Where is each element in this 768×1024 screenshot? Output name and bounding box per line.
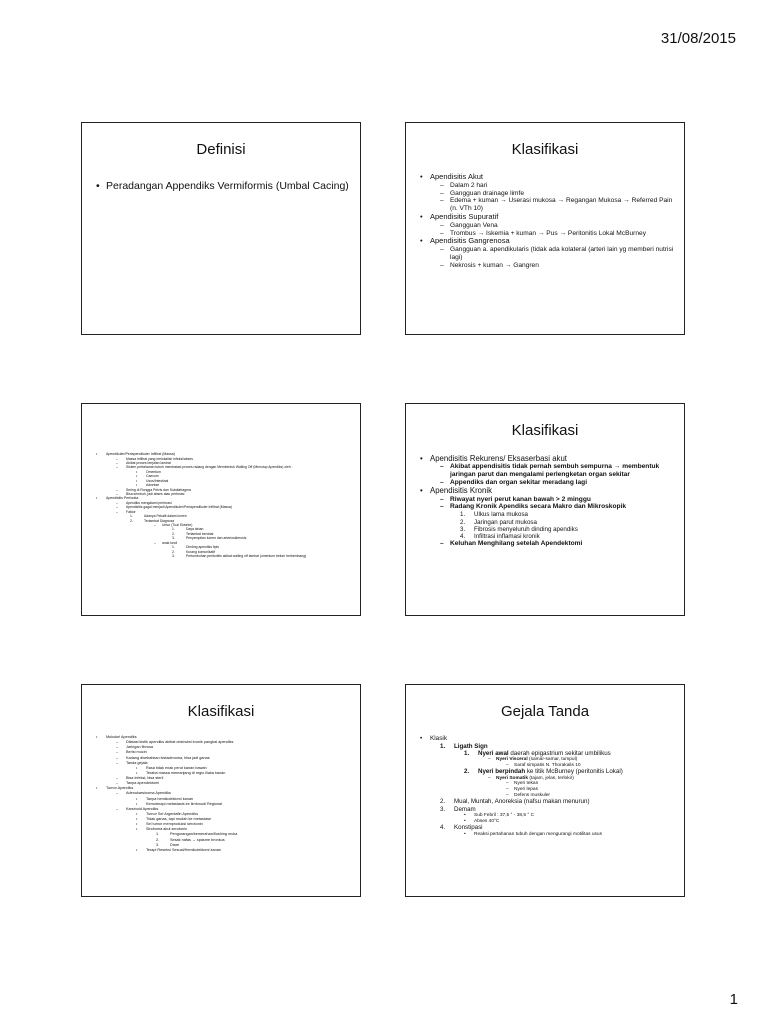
sub-item: – Nyeri Somatik (tajam, jelas, terlokir) – Nyeri tekan – Nyeri lepas – Defens muskuler [488,776,676,799]
sub-bullet: – Tanda gejala • Rasa tidak enak perut kanan bawah • Teraba massa memanjang di regio iliaka kanan [116,761,352,776]
sub-bullet: – Kadang disebabkan kistadenoma, bisa jadi ganas [116,756,352,761]
page-number: 1 [729,991,738,1008]
sub-item: • Reaksi pertahanan tubuh dengan mengurangi motilitas usus [464,832,676,838]
sub-sub-bullet: • Tanpa hemikolektomi kanan [136,797,352,802]
numbered-item: 2. Nyeri berpindah ke titik McBurney (peritonitis Lokal) – Nyeri Somatik (tajam, jelas, terlokir) – Nyeri tekan – Nyeri lepas – Defens muskuler [464,768,676,798]
sub-bullet: – Karsinoid Apendiks • Tumor Sel Argentafin Apendiks • Tidak ganas, tapi mudah ke metastase • Sel tumor memproduksi serotonin • Sindroma akut serotonin 1. Pengurangan/kemerahan/flushing muka 2. Sesak nafas → spasme bronkus 3. Diare • Terapi Reseksi Sesuai/Hemikolektomi kanan [116,807,352,853]
sub-sub-bullet: • Adnekse [136,483,352,487]
sub-bullet: – Sering di Rongga Pelvis dan Subdiafragma [116,488,352,492]
slide-title: Definisi [196,141,246,158]
sub-bullet: – Trombus → Iskemia + kuman → Pus → Peritonitis Lokal McBurney [440,230,676,238]
sub-bullet: – Nekrosis + kuman → Gangren [440,262,676,270]
sub-bullet: – Jaringan fibrosa [116,745,352,750]
sub-bullet: – Bisa sembuh, jadi abses atau perforasi [116,492,352,496]
numbered-item: 2. Jaringan parut mukosa [460,518,537,526]
slide-title: Gejala Tanda [500,703,590,720]
numbered-item: 1. Dinding apendiks tipis [172,545,219,550]
slide-definisi [81,122,361,335]
slide-infiltrat-perforata [81,403,361,616]
bullet: • Apendisitis Gangrenosa – Gangguan a. apendikularis (tidak ada kolateral (arteri lain yg memberi nutrisi lagi) – Nekrosis + kuman → Gangren [420,237,676,269]
sub-sub-bullet: • Kemoterapi metastasis ke limfonodi Regional [136,802,352,807]
numbered-item: 2. Terlambat berobat [172,531,214,536]
sub-bullet: – Akibat proses berjalan lambat [116,461,352,465]
sub-sub-bullet: • Tumor Sel Argentafin Apendiks [136,812,352,817]
numbered-item: 2. Mual, Muntah, Anoreksia (nafsu makan menurun) [440,798,590,806]
bullet: • Apendisitis Akut – Dalam 2 hari – Gangguan drainage limfe – Edema + kuman → Userasi mukosa → Regangan Mukosa → Referred Pain (n. VTh 10) [420,173,676,213]
sub-sub-bullet: • Rasa tidak enak perut kanan bawah [136,766,352,771]
sub-bullet: – Keluhan Menghilang setelah Apendektomi [440,540,676,548]
bullet: • Peradangan Appendiks Vermiformis (Umbal Cacing) [96,179,352,193]
sub-sub-bullet: • Tidak ganas, tapi mudah ke metastase [136,817,352,822]
bullet: • Apendisitis Supuratif – Gangguan Vena – Trombus → Iskemia + kuman → Pus → Peritonitis Lokal McBurney [420,213,676,237]
numbered-item: 3. Demam • Sub Febril : 37,5 ° - 38,5 ° C • Abses 40°C [440,806,676,825]
slide-klasifikasi-1 [405,122,685,335]
sub-bullet: – Edema + kuman → Userasi mukosa → Regangan Mukosa → Referred Pain (n. VTh 10) [440,197,676,213]
sub-item: – Umur (Tua/ Ekstrim) 1. Daya tahan 2. Terlambat berobat 3. Penyempitan lumen dan arteriosklerosis [154,523,352,541]
sub-item: – Nyeri lepas [506,787,676,793]
slide-title: Klasifikasi [187,703,255,720]
slide-klasifikasi-2 [405,403,685,616]
sub-item: – Saraf simpatis N. Thorakalis 10 [506,763,676,769]
sub-bullet: – Radang Kronik Apendiks secara Makro dan Mikroskopik 1. Ulkus lama mukosa 2. Jaringan parut mukosa 3. Fibrosis menyeluruh dinding apendiks 4. Infiltrasi inflamasi kronik [440,503,676,540]
numbered-item: 2. Kurang komunikatif [172,549,216,554]
bullet: • Apendisitis Rekurens/ Eksaserbasi akut – Akibat appendisitis tidak pernah sembuh sempurna → membentuk jaringan parut dan mengalami perlengketan organ sekitar – Appendiks dan organ sekitar meradang lagi [420,454,676,486]
sub-item: • Abses 40°C [464,819,676,825]
numbered-item: 4. Konstipasi • Reaksi pertahanan tubuh dengan mengurangi motilitas usus [440,824,676,837]
sub-bullet: – Bisa infeksi, bisa steril [116,776,352,781]
page-date: 31/08/2015 [660,30,736,47]
numbered-item: 1. Nyeri awal daerah epigastrium sekitar umbilikus – Nyeri Visceral (samar-samar, tumpul) – Saraf simpatis N. Thorakalis 10 [464,750,676,769]
sub-bullet: – Sistem pertahanan tubuh membatasi proses radang dengan Membentuk Walling Off (Menutup Apendiks) oleh : • Omentum • Caecum • Usus/Intestinal • Adnekse [116,465,352,487]
sub-bullet: – Apendisitis gagal menjadi Apendikuler/Periapendikuler Infiltrat (Massa) [116,505,352,509]
bullet: • Klasik 1. Ligath Sign 1. Nyeri awal daerah epigastrium sekitar umbilikus – Nyeri Visceral (samar-samar, tumpul) – Saraf simpatis N. Thorakalis 10 2. Nyeri berpindah ke titik McBurney (peritonitis Lokal) – Nyeri Somatik (tajam, jelas, terlokir) – Nyeri tekan – Nyeri lepas – Defens muskuler 2. Mual, Muntah, Anoreksia (nafsu makan menurun) 3. Demam • Sub Febril : 37,5 ° - 38,5 ° C • Abses 40°C 4. Konstipasi • Reaksi pertahanan tubuh dengan mengurangi motilitas usus [420,735,676,837]
numbered-item: 3. Penyempitan lumen dan arteriosklerosis [172,536,247,541]
numbered-item: 3. Diare [156,842,180,847]
sub-bullet: – Gangguan Vena [440,222,676,230]
slide-gejala-tanda [405,684,685,897]
bullet: • Apendikuler/Periapendikuler Infiltrat (Massa) – Massa Infiltrat yang melokalisir infeksi/abses – Akibat proses berjalan lambat – Sistem pertahanan tubuh membatasi proses radang dengan Membentuk Walling Off (Menutup Apendiks) oleh : • Omentum • Caecum • Usus/Intestinal • Adnekse – Sering di Rongga Pelvis dan Subdiafragma – Bisa sembuh, jadi abses atau perforasi [96,452,352,496]
sub-item: – Nyeri tekan [506,781,676,787]
sub-bullet: – Massa Infiltrat yang melokalisir infeksi/abses [116,457,352,461]
numbered-item: 1. Ligath Sign 1. Nyeri awal daerah epigastrium sekitar umbilikus – Nyeri Visceral (samar-samar, tumpul) – Saraf simpatis N. Thorakalis 10 2. Nyeri berpindah ke titik McBurney (peritonitis Lokal) – Nyeri Somatik (tajam, jelas, terlokir) – Nyeri tekan – Nyeri lepas – Defens muskuler [440,743,676,799]
sub-bullet: – Tanpa apendektomi [116,781,352,786]
sub-bullet: – Apendiks mengalami perforasi [116,501,352,505]
numbered-item: 1. Adanya Fekalit dalam lumen [130,514,187,519]
sub-item: – anak kecil 1. Dinding apendiks tipis 2. Kurang komunikatif 3. Pertumbuhan peritonitis akibat walling off lambat (omentum belum berkembang) [154,541,352,559]
sub-item: • Sub Febril : 37,5 ° - 38,5 ° C [464,813,676,819]
numbered-item: 1. Daya tahan [172,527,204,532]
sub-sub-bullet: • Sel tumor memproduksi serotonin [136,822,352,827]
numbered-item: 2. Terlambat Diagnosa – Umur (Tua/ Ekstrim) 1. Daya tahan 2. Terlambat berobat 3. Penyempitan lumen dan arteriosklerosis – anak kecil 1. Dinding apendiks tipis 2. Kurang komunikatif 3. Pertumbuhan peritonitis akibat walling off lambat (omentum belum berkembang) [130,519,352,559]
sub-sub-bullet: • Teraba massa memanjang di regio iliaka kanan [136,771,352,776]
sub-bullet: – Berisi mucin [116,750,352,755]
bullet: • Apendisitis Perforata – Apendiks mengalami perforasi – Apendisitis gagal menjadi Apendikuler/Periapendikuler Infiltrat (Massa) – Faktor 1. Adanya Fekalit dalam lumen 2. Terlambat Diagnosa – Umur (Tua/ Ekstrim) 1. Daya tahan 2. Terlambat berobat 3. Penyempitan lumen dan arteriosklerosis – anak kecil 1. Dinding apendiks tipis 2. Kurang komunikatif 3. Pertumbuhan peritonitis akibat walling off lambat (omentum belum berkembang) [96,496,352,558]
sub-sub-bullet: • Caecum [136,474,352,478]
bullet: • Apendisitis Kronik – Riwayat nyeri perut kanan bawah > 2 minggu – Radang Kronik Apendiks secara Makro dan Mikroskopik 1. Ulkus lama mukosa 2. Jaringan parut mukosa 3. Fibrosis menyeluruh dinding apendiks 4. Infiltrasi inflamasi kronik – Keluhan Menghilang setelah Apendektomi [420,486,676,548]
sub-bullet: – Gangguan drainage limfe [440,190,676,198]
numbered-item: 2. Sesak nafas → spasme bronkus [156,837,225,842]
sub-bullet: – Faktor 1. Adanya Fekalit dalam lumen 2. Terlambat Diagnosa – Umur (Tua/ Ekstrim) 1. Daya tahan 2. Terlambat berobat 3. Penyempitan lumen dan arteriosklerosis – anak kecil 1. Dinding apendiks tipis 2. Kurang komunikatif 3. Pertumbuhan peritonitis akibat walling off lambat (omentum belum berkembang) [116,510,352,559]
sub-item: – Nyeri Visceral (samar-samar, tumpul) – Saraf simpatis N. Thorakalis 10 [488,757,676,768]
numbered-item: 1. Pengurangan/kemerahan/flushing muka [156,832,238,837]
sub-sub-bullet: • Terapi Reseksi Sesuai/Hemikolektomi kanan [136,848,352,853]
bullet: • Tumor Apendiks – Adenokarsinoma Apendiks • Tanpa hemikolektomi kanan • Kemoterapi metastasis ke limfonodi Regional – Karsinoid Apendiks • Tumor Sel Argentafin Apendiks • Tidak ganas, tapi mudah ke metastase • Sel tumor memproduksi serotonin • Sindroma akut serotonin 1. Pengurangan/kemerahan/flushing muka 2. Sesak nafas → spasme bronkus 3. Diare • Terapi Reseksi Sesuai/Hemikolektomi kanan [96,786,352,853]
numbered-item: 4. Infiltrasi inflamasi kronik [460,533,540,541]
sub-sub-bullet: • Usus/Intestinal [136,479,352,483]
slide-title: Klasifikasi [511,422,579,439]
sub-item: – Defens muskuler [506,793,676,799]
numbered-item: 3. Pertumbuhan peritonitis akibat walling off lambat (omentum belum berkembang) [172,553,307,558]
sub-bullet: – Riwayat nyeri perut kanan bawah > 2 minggu [440,496,676,504]
sub-sub-bullet: • Omentum [136,470,352,474]
sub-bullet: – Appendiks dan organ sekitar meradang lagi [440,479,676,487]
bullet: • Mukokel Apendiks – Dilatasi kistik apendiks akibat obstruksi kronik pangkal apendiks – Jaringan fibrosa – Berisi mucin – Kadang disebabkan kistadenoma, bisa jadi ganas – Tanda gejala • Rasa tidak enak perut kanan bawah • Teraba massa memanjang di regio iliaka kanan – Bisa infeksi, bisa steril – Tanpa apendektomi [96,735,352,786]
numbered-item: 1. Ulkus lama mukosa [460,511,528,519]
sub-bullet: – Dalam 2 hari [440,182,676,190]
sub-bullet: – Gangguan a. apendikularis (tidak ada kolateral (arteri lain yg memberi nutrisi lagi) [440,246,676,262]
sub-sub-bullet: • Sindroma akut serotonin 1. Pengurangan/kemerahan/flushing muka 2. Sesak nafas → spasme bronkus 3. Diare [136,827,352,848]
numbered-item: 3. Fibrosis menyeluruh dinding apendiks [460,525,578,533]
sub-bullet: – Dilatasi kistik apendiks akibat obstruksi kronik pangkal apendiks [116,740,352,745]
sub-bullet: – Adenokarsinoma Apendiks • Tanpa hemikolektomi kanan • Kemoterapi metastasis ke limfonodi Regional [116,791,352,806]
slide-klasifikasi-3 [81,684,361,897]
sub-bullet: – Akibat appendisitis tidak pernah sembuh sempurna → membentuk jaringan parut dan mengalami perlengketan organ sekitar [440,463,676,479]
slide-title: Klasifikasi [511,141,579,158]
